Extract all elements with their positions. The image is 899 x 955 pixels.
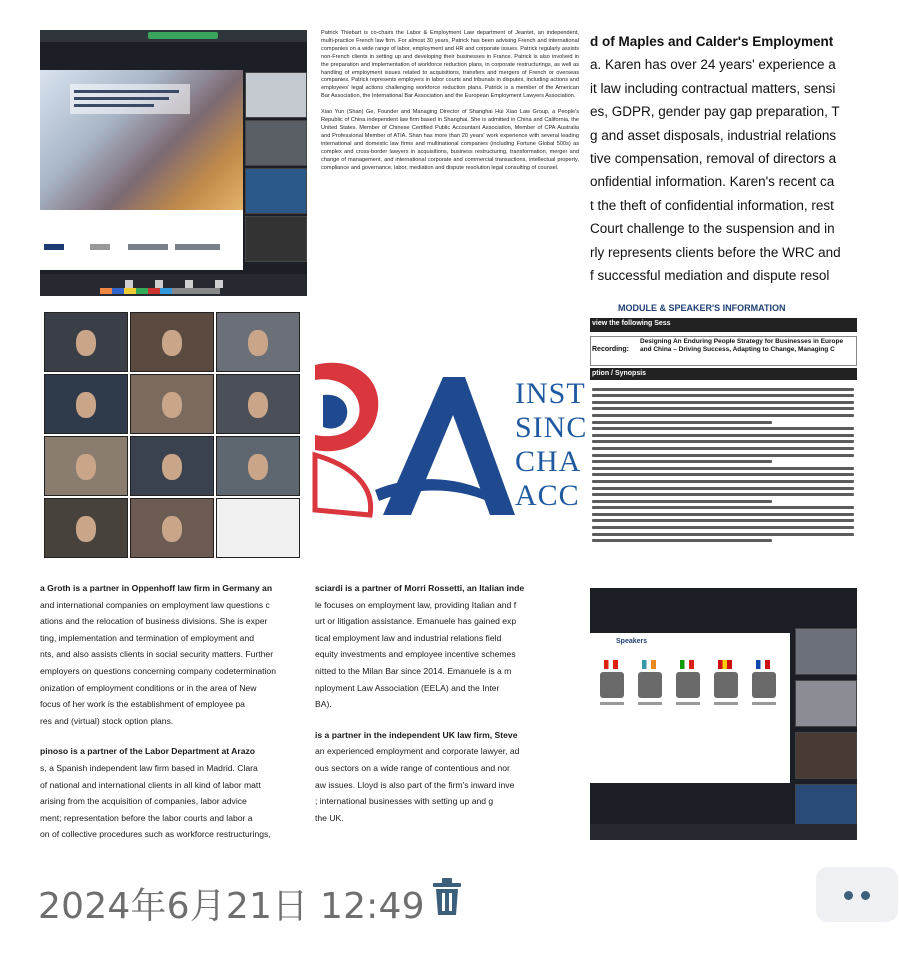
synopsis-line xyxy=(592,493,854,496)
participant-thumbnail xyxy=(44,436,128,496)
synopsis-line xyxy=(592,427,854,430)
recording-label: Recording: xyxy=(592,346,629,353)
bio-text-line: is a partner in the independent UK law firm, Steve xyxy=(315,729,518,740)
country-flag-icon xyxy=(642,660,656,669)
recording-title: Designing An Enduring People Strategy for Businesses in Europe and China – Driving Success, Adapting to Change, Managing C xyxy=(640,338,844,353)
participant-thumbnail xyxy=(44,374,128,434)
bio-text-line: ous sectors on a wide range of contentious and nor xyxy=(315,762,510,773)
synopsis-line xyxy=(592,447,854,450)
text-line: es, GDPR, gender pay gap preparation, T xyxy=(590,104,840,120)
bio-text-line: an experienced employment and corporate lawyer, ad xyxy=(315,746,520,757)
country-flag-icon xyxy=(718,660,732,669)
synopsis-line xyxy=(592,388,854,391)
bio-text-line: pinoso is a partner of the Labor Department at Arazo xyxy=(40,746,256,757)
text-line: it law including contractual matters, sensi xyxy=(590,80,836,96)
country-flag-icon xyxy=(756,660,770,669)
photo-bio-document[interactable] xyxy=(315,30,583,298)
speaker-headshot xyxy=(598,656,628,712)
synopsis-line xyxy=(592,460,772,463)
bio-text-line: the UK. xyxy=(315,812,344,823)
photo-video-call-slide[interactable] xyxy=(40,30,307,296)
participant-grid xyxy=(40,310,300,565)
synopsis-line xyxy=(592,533,854,536)
bio-text-line: nitted to the Milan Bar since 2014. Emanuele is a m xyxy=(315,665,512,676)
text-line: f successful mediation and dispute resol xyxy=(590,268,830,284)
synopsis-line xyxy=(592,407,854,410)
text-line: tive compensation, removal of directors a xyxy=(590,151,837,167)
synopsis-line xyxy=(592,500,772,503)
text-line: g and asset disposals, industrial relations xyxy=(590,127,837,143)
bio-text-line: sciardi is a partner of Morri Rossetti, an Italian inde xyxy=(315,583,525,593)
text-line: onfidential information. Karen's recent ca xyxy=(590,174,835,190)
bio-paragraph-thiebart: Patrick Thiebart is co-chairs the Labor & Employment Law department of Jeantet, an independent, multi-practice French law firm. For almost 30 years, Patrick has been advising French and international companies on a wide range of labor, employment and HR and corporate issues. Patrick regularly assists non-French clients in setting up and developing their businesses in France. Patrick is also involved in the preparation and implementation of workforce reduction plans, in corporate restructurings, as well as handling of employment issues related to acquisitions, transfers and mergers of French or overseas companies. Patrick represents employers in labor courts and tribunals in disputes, including actions and employees' legal actions challenging workforce reduction plans. Patrick is a member of the American Bar Association, the International Bar Association and the European Employment Lawyers Association. xyxy=(321,30,579,100)
synopsis-line xyxy=(592,480,854,483)
bio-text-line: aw issues. Lloyd is also part of the firm's inward inve xyxy=(315,779,515,790)
bio-text-line: s, a Spanish independent law firm based in Madrid. Clara xyxy=(40,762,258,773)
bio-text-line: ; international businesses with setting up and g xyxy=(315,796,494,807)
participant-thumbnail xyxy=(216,312,300,372)
participant-thumbnail xyxy=(130,436,214,496)
logo-text-line: SINC xyxy=(515,411,588,444)
synopsis-line xyxy=(592,421,772,424)
synopsis-line xyxy=(592,401,854,404)
logo-text-line: INST xyxy=(515,377,586,410)
synopsis-line xyxy=(592,394,854,397)
bio-text-line: and international companies on employment law questions c xyxy=(40,599,270,610)
synopsis-line xyxy=(592,519,854,522)
bio-text-line: of national and international clients in all kind of labor matt xyxy=(40,779,261,790)
timestamp: 2024年6月21日 12:49 xyxy=(38,886,425,927)
bio-text-line: onization of employment conditions or in the area of New xyxy=(40,682,257,693)
bio-text-line: BA). xyxy=(315,699,332,710)
speaker-headshot xyxy=(636,656,666,712)
text-line: a. Karen has over 24 years' experience a xyxy=(590,57,836,73)
country-flag-icon xyxy=(680,660,694,669)
synopsis-label: ption / Synopsis xyxy=(592,370,647,377)
speaker-headshot xyxy=(712,656,742,712)
trash-icon[interactable] xyxy=(430,877,464,917)
participant-thumbnail xyxy=(216,498,300,558)
bio-text-line: tical employment law and industrial relations field xyxy=(315,632,502,643)
photo-bio-groth-espinoso[interactable] xyxy=(40,578,308,840)
bio-text-line: urt or litigation assistance. Emanuele has gained exp xyxy=(315,616,517,627)
synopsis-line xyxy=(592,506,854,509)
bio-text-line: focus of her work is the establishment of employee pa xyxy=(40,699,245,710)
synopsis-line xyxy=(592,440,854,443)
participant-thumbnail xyxy=(130,498,214,558)
photo-karen-bio[interactable] xyxy=(590,30,857,300)
more-dots-icon xyxy=(844,891,853,900)
photo-institute-logo[interactable] xyxy=(315,305,588,567)
module-title: MODULE & SPEAKER'S INFORMATION xyxy=(618,303,786,313)
participant-thumbnail xyxy=(130,374,214,434)
text-line: rly represents clients before the WRC and xyxy=(590,244,841,260)
speakers-panel-label: Speakers xyxy=(616,638,648,645)
photo-speakers-call[interactable] xyxy=(590,588,857,840)
bio-text-line: nployment Law Association (EELA) and the Inter xyxy=(315,682,500,693)
bio-text-line: arising from the acquisition of companies, labor advice xyxy=(40,796,247,807)
participant-thumbnail xyxy=(44,498,128,558)
bio-text-line: a Groth is a partner in Oppenhoff law firm in Germany an xyxy=(40,583,273,593)
synopsis-line xyxy=(592,473,854,476)
text-line: d of Maples and Calder's Employment xyxy=(590,34,834,49)
logo-text-line: ACC xyxy=(515,479,580,512)
bio-text-line: equity investments and employee incentive schemes xyxy=(315,649,516,660)
participant-thumbnail xyxy=(130,312,214,372)
session-bar-label: view the following Sess xyxy=(592,320,671,327)
participant-thumbnail xyxy=(44,312,128,372)
bio-text-line: on of collective procedures such as workforce restructurings, xyxy=(40,829,271,840)
synopsis-line xyxy=(592,467,854,470)
participant-thumbnail xyxy=(216,374,300,434)
synopsis-line xyxy=(592,414,854,417)
bio-text-line: le focuses on employment law, providing Italian and f xyxy=(315,599,517,610)
synopsis-line xyxy=(592,513,854,516)
bio-text-line: ations and the relocation of business divisions. She is exper xyxy=(40,616,268,627)
synopsis-line xyxy=(592,434,854,437)
photo-module-info[interactable] xyxy=(590,300,857,578)
bio-text-line: employers on questions concerning company codetermination xyxy=(40,665,276,676)
bio-text-line: res and (virtual) stock option plans. xyxy=(40,715,174,726)
synopsis-line xyxy=(592,487,854,490)
text-line: t the theft of confidential information, rest xyxy=(590,197,834,213)
logo-text-line: CHA xyxy=(515,445,582,478)
photo-bio-mosciardi-lloyd[interactable] xyxy=(315,578,583,840)
country-flag-icon xyxy=(604,660,618,669)
synopsis-line xyxy=(592,526,854,529)
speaker-headshot xyxy=(750,656,780,712)
bio-text-line: nts, and also assists clients in social security matters. Further xyxy=(40,649,274,660)
synopsis-text-block xyxy=(592,384,855,546)
synopsis-line xyxy=(592,539,772,542)
participant-thumbnail xyxy=(216,436,300,496)
photo-participant-gallery[interactable] xyxy=(40,310,300,565)
bio-paragraph-ge: Xiao Yun (Shan) Ge, Founder and Managing Director of Shanghai Hui Xiao Law Group, a People's Republic of China independent law firm based in Shanghai. She is admitted in China and California, the United States. Member of Chinese Certified Public Accountant Association, Member of CPA Australia and Professional Member of ATIA. Shan has more than 20 years' work experience with several leading international and domestic law firms and multinational companies (including Fortune Global 500s) as complex and cross-border lawyers in acquisitions, business restructuring, transformation, merger and change of management, and international corporate and commercial transactions, intellectual property, compliance and governance, labor, mediation and dispute resolution legal consulting of counsel. xyxy=(321,109,579,171)
bio-text-line: ment; representation before the labor courts and labor a xyxy=(40,812,253,823)
more-dots-icon-second xyxy=(861,891,870,900)
more-options-button[interactable] xyxy=(816,867,898,922)
text-line: Court challenge to the suspension and in xyxy=(590,221,835,237)
bio-text-line: ting, implementation and termination of employment and xyxy=(40,632,255,643)
synopsis-line xyxy=(592,454,854,457)
speaker-headshot xyxy=(674,656,704,712)
